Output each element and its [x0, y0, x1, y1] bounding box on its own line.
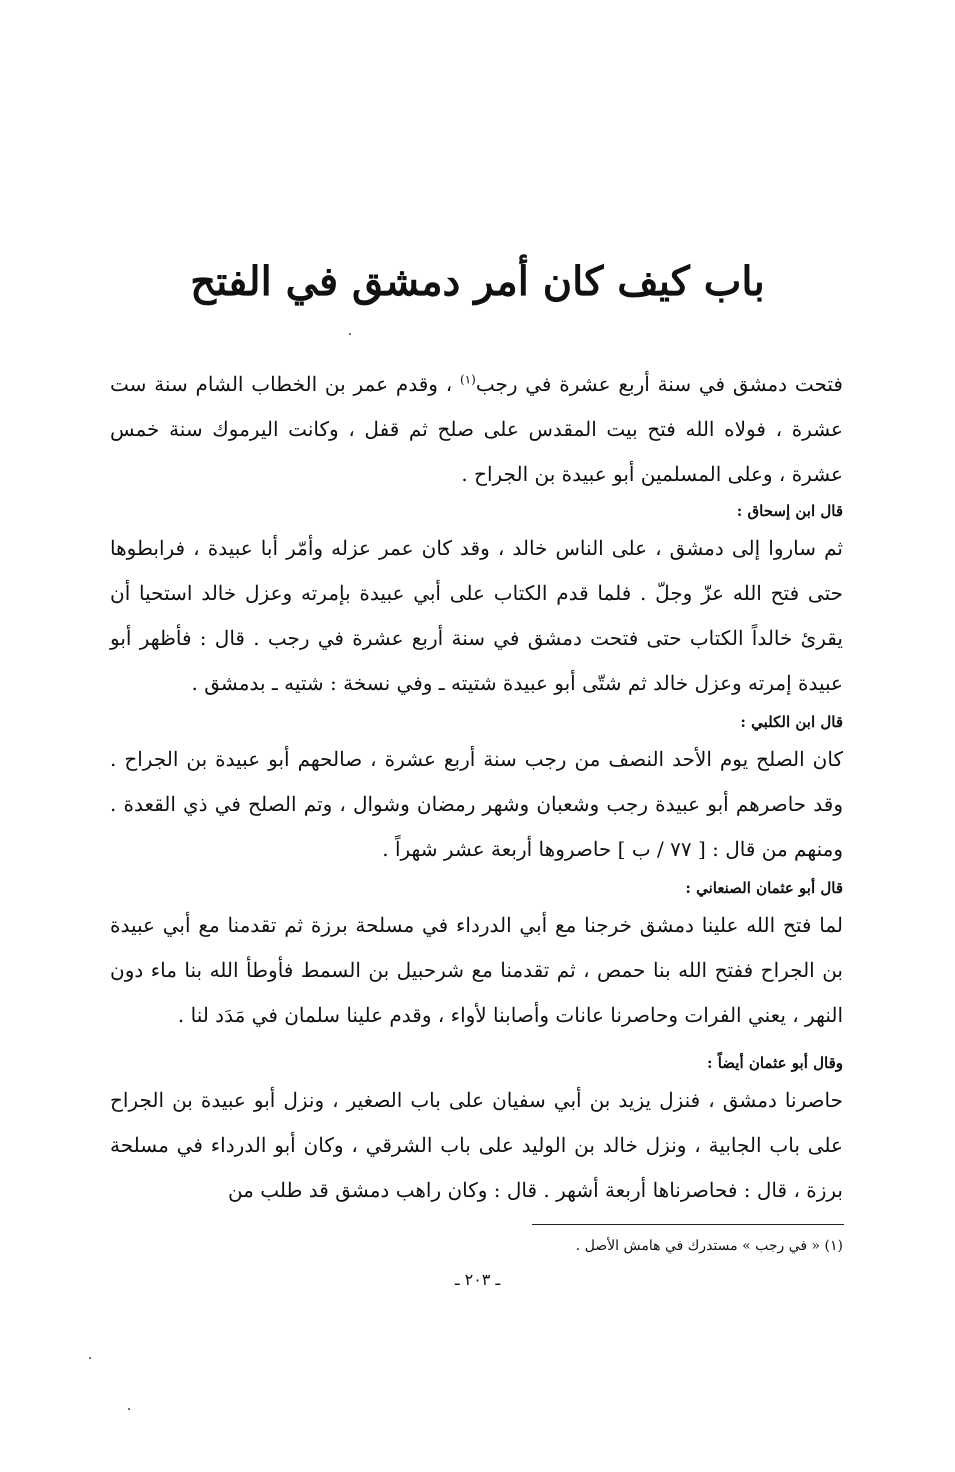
- section-abu-uthman: [110, 873, 843, 1038]
- narration-paragraph: ثم ساروا إلى دمشق ، على الناس خالد ، وقد كان عمر عزله وأمّر أبا عبيدة ، فرابطوها حتى فتح الله عزّ وجلّ . فلما قدم الكتاب على أبي عبيدة بإمرته وعزل خالد استحيا أن يقرئ خالداً الكتاب حتى فتحت دمشق في سنة أربع عشرة في رجب . قال : فأظهر أبو عبيدة إمرته وعزل خالد ثم شتّى أبو عبيدة شتيته ـ وفي نسخة : شتيه ـ بدمشق .: [110, 536, 843, 695]
- narration-paragraph: لما فتح الله علينا دمشق خرجنا مع أبي الدرداء في مسلحة برزة ثم تقدمنا مع أبي عبيدة بن الجراح ففتح الله بنا حمص ، ثم تقدمنا مع شرحبيل بن السمط فأوطأ الله بنا ماء دون النهر ، يعني الفرات وحاصرنا عانات وأصابنا لأواء ، وقدم علينا سلمان في مَدَد لنا .: [110, 913, 843, 1027]
- source-label: وقال أبو عثمان أيضاً :: [706, 1054, 843, 1072]
- section-ibn-ishaq: [110, 496, 843, 706]
- section-abu-uthman-also: [110, 1048, 843, 1213]
- footnote-separator: [532, 1224, 844, 1225]
- intro-text-before-ref: فتحت دمشق في سنة أربع عشرة في رجب: [475, 372, 843, 396]
- narration-paragraph: حاصرنا دمشق ، فنزل يزيد بن أبي سفيان على باب الصغير ، ونزل أبو عبيدة بن الجراح على باب الجابية ، ونزل خالد بن الوليد على باب الشرقي ، وكان أبو الدرداء في مسلحة برزة ، قال : فحاصرناها أربعة أشهر . قال : وكان راهب دمشق قد طلب من: [110, 1088, 843, 1202]
- scan-speck: [349, 333, 351, 335]
- page-title: باب كيف كان أمر دمشق في الفتح: [190, 258, 765, 305]
- scan-speck: [128, 1408, 130, 1410]
- source-label: قال ابن الكلبي :: [740, 713, 843, 731]
- narration-paragraph: كان الصلح يوم الأحد النصف من رجب سنة أربع عشرة ، صالحهم أبو عبيدة بن الجراح . وقد حاصرهم أبو عبيدة رجب وشعبان وشهر رمضان وشوال ، وتم الصلح في ذي القعدة . ومنهم من قال : [ ٧٧ / ب ] حاصروها أربعة عشر شهراً .: [110, 747, 843, 861]
- source-label: قال ابن إسحاق :: [736, 502, 843, 520]
- source-label: قال أبو عثمان الصنعاني :: [685, 879, 843, 897]
- intro-text-after-ref: ، وقدم عمر بن الخطاب الشام سنة ست عشرة ، فولاه الله فتح بيت المقدس على صلح ثم قفل ، وكانت اليرموك سنة خمس عشرة ، وعلى المسلمين أبو عبيدة بن الجراح .: [110, 372, 843, 486]
- scan-speck: [89, 1357, 91, 1359]
- footnote: (١) « في رجب » مستدرك في هامش الأصل .: [575, 1238, 843, 1254]
- footnote-reference: (١): [459, 372, 476, 387]
- section-ibn-kalbi: [110, 707, 843, 872]
- section-intro: [110, 362, 843, 497]
- intro-paragraph: [110, 362, 843, 497]
- page-number: ـ ٢٠٣ ـ: [454, 1270, 501, 1289]
